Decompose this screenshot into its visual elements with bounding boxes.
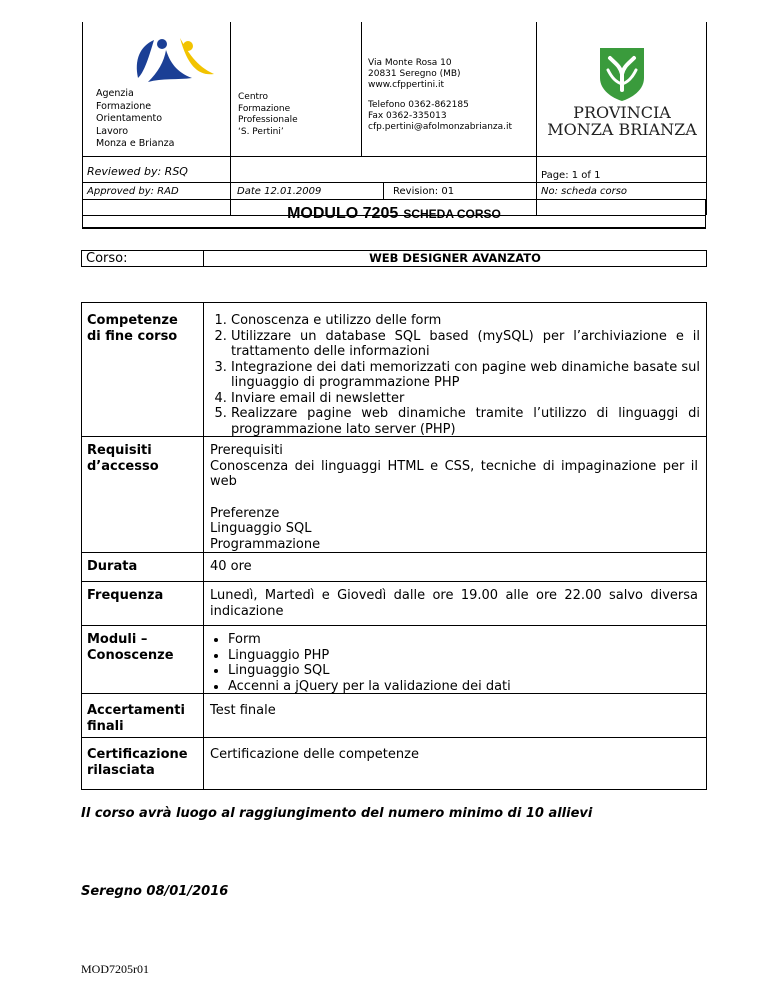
accertamenti-label — [87, 703, 185, 734]
label-line: Moduli – — [87, 632, 148, 647]
header-divider — [230, 22, 231, 215]
competenza-item: 2. Utilizzare un database SQL based (mySQL) per l’archiviazione e il trattamento delle informazioni — [231, 329, 700, 360]
modulo-item: • Linguaggio PHP — [228, 648, 698, 664]
page-count: Page: 1 of 1 — [541, 170, 601, 181]
competenza-item: 5. Realizzare pagine web dinamiche tramite l’utilizzo di linguaggi di programmazione lato server (PHP) — [231, 406, 700, 437]
email-line[interactable]: cfp.pertini@afolmonzabrianza.it — [368, 122, 513, 132]
competenza-item: 1. Conoscenza e utilizzo delle form — [231, 313, 700, 329]
centre-line: Centro — [238, 92, 269, 102]
approved-by: Approved by: RAD — [87, 186, 179, 197]
label-line: Requisiti — [87, 443, 152, 458]
frequenza-value: Lunedì, Martedì e Giovedì dalle ore 19.00 alle ore 22.00 salvo diversa indicazione — [210, 588, 698, 619]
competenza-item: 4. Inviare email di newsletter — [231, 391, 700, 407]
pref-title: Preferenze — [210, 505, 280, 521]
agency-line: Formazione — [96, 100, 152, 112]
durata-label: Durata — [87, 559, 138, 574]
phone-line: Telefono 0362-862185 — [368, 100, 469, 110]
centre-contacts — [368, 100, 512, 133]
agency-line: Lavoro — [96, 125, 129, 137]
address-line[interactable]: www.cfppertini.it — [368, 80, 445, 90]
course-details-table — [81, 302, 707, 790]
accertamenti-value: Test finale — [210, 703, 276, 718]
provincia-shield-logo — [596, 44, 648, 102]
address-line: 20831 Seregno (MB) — [368, 69, 461, 79]
header-rule — [82, 156, 706, 157]
centre-line: Professionale — [238, 115, 298, 125]
header-divider — [383, 182, 384, 199]
centre-name — [238, 92, 298, 138]
modulo-item: • Linguaggio SQL — [228, 663, 698, 679]
provincia-name — [546, 104, 698, 138]
issue-date: Date 12.01.2009 — [237, 186, 322, 197]
requisiti-label — [87, 443, 159, 474]
label-line: finali — [87, 718, 124, 734]
agency-line: Monza e Brianza — [96, 138, 175, 149]
title-bar — [82, 199, 706, 229]
provincia-line: MONZA BRIANZA — [547, 120, 697, 139]
place-date: Seregno 08/01/2016 — [81, 884, 229, 899]
form-title: MODULO 7205 — [287, 205, 399, 222]
label-line: di fine corso — [87, 328, 178, 344]
label-line: rilasciata — [87, 762, 155, 778]
table-row-divider — [82, 581, 706, 582]
revision-number: Revision: 01 — [393, 186, 455, 197]
header-divider — [536, 22, 537, 215]
prereq-title: Prerequisiti — [210, 443, 283, 458]
agency-line: Agenzia — [96, 88, 134, 99]
competenze-label — [87, 313, 178, 344]
certificazione-label — [87, 747, 188, 778]
prereq-text: Conoscenza dei linguaggi HTML e CSS, tecniche di impaginazione per il web — [210, 458, 698, 489]
header-divider — [82, 22, 83, 215]
competenze-list — [210, 313, 700, 437]
label-line: Conoscenze — [87, 647, 174, 663]
reviewed-by: Reviewed by: RSQ — [87, 165, 188, 178]
table-column-divider — [203, 303, 204, 789]
agency-line: Orientamento — [96, 113, 163, 124]
label-line: Accertamenti — [87, 703, 185, 718]
minimum-students-note: Il corso avrà luogo al raggiungimento del numero minimo di 10 allievi — [81, 806, 593, 821]
modulo-item: • Accenni a jQuery per la validazione dei dati — [228, 679, 698, 695]
table-row-divider — [82, 625, 706, 626]
certificazione-value: Certificazione delle competenze — [210, 747, 419, 762]
document-number: No: scheda corso — [541, 186, 628, 197]
pref-item: Linguaggio SQL — [210, 521, 312, 536]
modulo-item: • Form — [228, 632, 698, 648]
centre-line: Formazione — [238, 103, 291, 114]
course-label: Corso: — [86, 251, 128, 266]
label-line: d’accesso — [87, 458, 159, 474]
footer-code: MOD7205r01 — [81, 962, 149, 976]
label-line: Competenze — [87, 313, 178, 328]
agency-name — [96, 88, 174, 151]
course-row — [81, 250, 707, 267]
course-name: WEB DESIGNER AVANZATO — [369, 251, 541, 265]
centre-line: ‘S. Pertini’ — [238, 126, 284, 137]
form-subtitle: SCHEDA CORSO — [403, 207, 501, 221]
pref-item: Programmazione — [210, 536, 321, 552]
durata-value: 40 ore — [210, 559, 252, 574]
header-rule — [82, 182, 706, 183]
moduli-label — [87, 632, 174, 663]
competenza-item: 3. Integrazione dei dati memorizzati con pagine web dinamiche basate sul linguaggio di programmazione PHP — [231, 360, 700, 391]
table-row-divider — [82, 552, 706, 553]
address-line: Via Monte Rosa 10 — [368, 58, 452, 68]
afol-logo — [92, 32, 222, 92]
label-line: Certificazione — [87, 747, 188, 762]
moduli-list — [210, 632, 698, 694]
provincia-line: PROVINCIA — [573, 103, 671, 122]
header-divider — [361, 22, 362, 156]
frequenza-label: Frequenza — [87, 588, 164, 603]
table-row-divider — [82, 737, 706, 738]
requisiti-content — [210, 443, 698, 552]
header-divider — [706, 22, 707, 215]
centre-address — [368, 58, 461, 91]
fax-line: Fax 0362-335013 — [368, 111, 447, 121]
